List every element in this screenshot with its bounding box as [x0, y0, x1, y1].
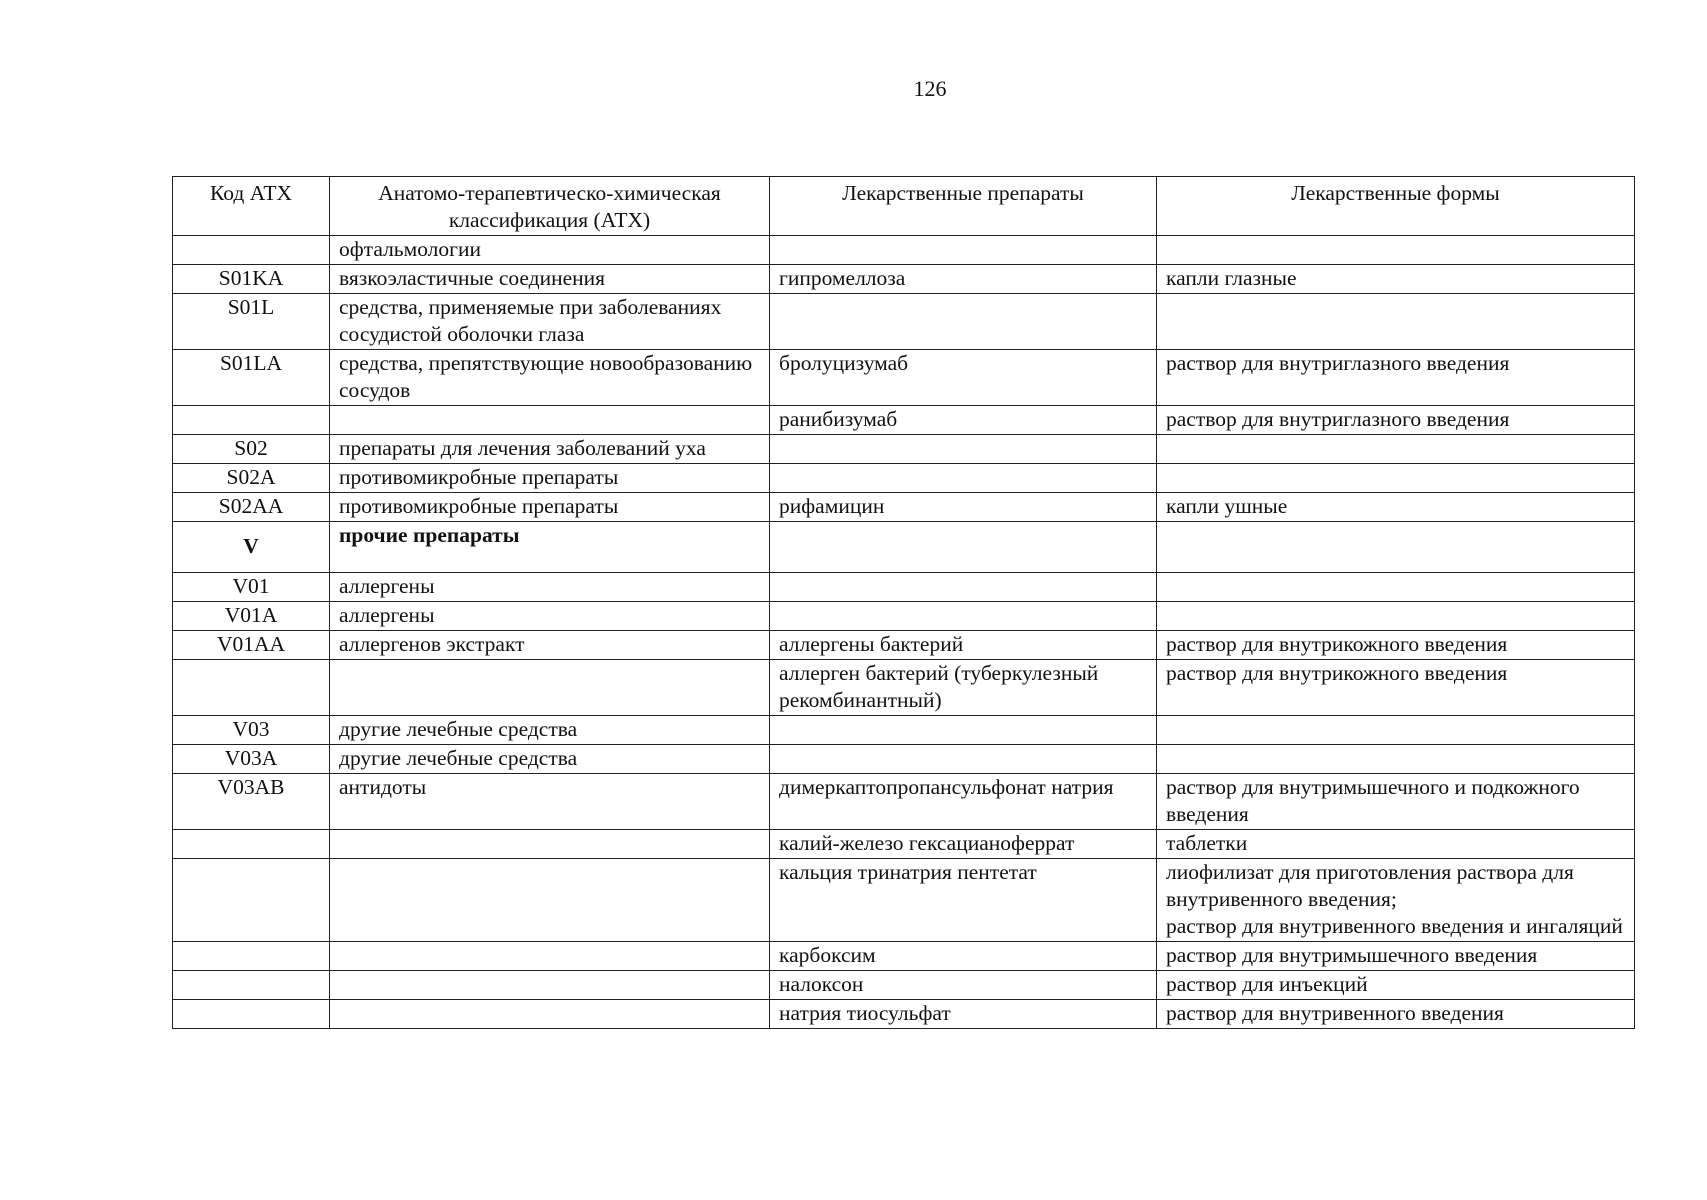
cell-atc [330, 971, 770, 1000]
cell-code: S01L [173, 294, 330, 350]
cell-atc: антидоты [330, 774, 770, 830]
cell-atc: противомикробные препараты [330, 464, 770, 493]
cell-code: V [173, 522, 330, 573]
cell-code [173, 971, 330, 1000]
table-row [173, 464, 1635, 493]
table-header-row [173, 177, 1635, 236]
cell-code [173, 236, 330, 265]
cell-atc: прочие препараты [330, 522, 770, 573]
cell-drug: кальция тринатрия пентетат [770, 859, 1157, 942]
cell-code: S02 [173, 435, 330, 464]
cell-atc: аллергены [330, 602, 770, 631]
cell-code: S01KA [173, 265, 330, 294]
cell-atc: противомикробные препараты [330, 493, 770, 522]
cell-atc: аллергены [330, 573, 770, 602]
cell-atc [330, 942, 770, 971]
table-row [173, 602, 1635, 631]
cell-drug: карбоксим [770, 942, 1157, 971]
cell-drug: натрия тиосульфат [770, 1000, 1157, 1029]
cell-code: S02AA [173, 493, 330, 522]
cell-form: таблетки [1157, 830, 1635, 859]
header-dosage-forms: Лекарственные формы [1157, 177, 1635, 236]
table-row [173, 745, 1635, 774]
table-row [173, 631, 1635, 660]
cell-code [173, 406, 330, 435]
cell-form: раствор для внутриглазного введения [1157, 406, 1635, 435]
table-row [173, 942, 1635, 971]
cell-form [1157, 745, 1635, 774]
cell-atc: средства, препятствующие новообразованию сосудов [330, 350, 770, 406]
cell-drug [770, 522, 1157, 573]
header-atc-classification: Анатомо-терапевтическо-химическая классификация (АТХ) [330, 177, 770, 236]
cell-drug [770, 294, 1157, 350]
cell-atc: средства, применяемые при заболеваниях сосудистой оболочки глаза [330, 294, 770, 350]
table-row [173, 971, 1635, 1000]
cell-form: раствор для внутриглазного введения [1157, 350, 1635, 406]
table-row [173, 716, 1635, 745]
cell-atc: другие лечебные средства [330, 716, 770, 745]
cell-form [1157, 435, 1635, 464]
cell-code: V01AA [173, 631, 330, 660]
table-row [173, 265, 1635, 294]
table-row [173, 830, 1635, 859]
cell-atc [330, 859, 770, 942]
cell-drug: димеркаптопропансульфонат натрия [770, 774, 1157, 830]
table-row [173, 350, 1635, 406]
cell-drug: рифамицин [770, 493, 1157, 522]
table-row-group-heading [173, 522, 1635, 573]
cell-atc: аллергенов экстракт [330, 631, 770, 660]
cell-drug: аллерген бактерий (туберкулезный рекомбинантный) [770, 660, 1157, 716]
cell-code: V01A [173, 602, 330, 631]
cell-atc [330, 830, 770, 859]
page-number: 126 [913, 76, 947, 101]
table-row [173, 406, 1635, 435]
cell-atc: препараты для лечения заболеваний уха [330, 435, 770, 464]
cell-form: лиофилизат для приготовления раствора для внутривенного введения; раствор для внутривенного введения и ингаляций [1157, 859, 1635, 942]
cell-atc [330, 660, 770, 716]
cell-code [173, 859, 330, 942]
cell-code: V03A [173, 745, 330, 774]
cell-drug [770, 573, 1157, 602]
table-row [173, 435, 1635, 464]
cell-atc: офтальмологии [330, 236, 770, 265]
cell-code: S01LA [173, 350, 330, 406]
cell-form [1157, 573, 1635, 602]
cell-atc: вязкоэластичные соединения [330, 265, 770, 294]
cell-form: раствор для внутрикожного введения [1157, 660, 1635, 716]
cell-code: S02A [173, 464, 330, 493]
cell-form: раствор для внутривенного введения [1157, 1000, 1635, 1029]
atc-table [172, 176, 1635, 1029]
cell-drug [770, 745, 1157, 774]
cell-code [173, 660, 330, 716]
table-row [173, 294, 1635, 350]
cell-form [1157, 294, 1635, 350]
cell-drug [770, 236, 1157, 265]
cell-form [1157, 236, 1635, 265]
cell-drug: ранибизумаб [770, 406, 1157, 435]
header-atc-code: Код АТХ [173, 177, 330, 236]
cell-drug [770, 435, 1157, 464]
cell-atc [330, 1000, 770, 1029]
cell-form: раствор для внутримышечного и подкожного введения [1157, 774, 1635, 830]
cell-form: капли ушные [1157, 493, 1635, 522]
cell-form [1157, 602, 1635, 631]
cell-drug: налоксон [770, 971, 1157, 1000]
cell-drug: аллергены бактерий [770, 631, 1157, 660]
cell-code: V03AB [173, 774, 330, 830]
table-row [173, 493, 1635, 522]
cell-code [173, 830, 330, 859]
cell-form: раствор для внутрикожного введения [1157, 631, 1635, 660]
cell-drug [770, 464, 1157, 493]
cell-form: капли глазные [1157, 265, 1635, 294]
cell-form: раствор для инъекций [1157, 971, 1635, 1000]
cell-drug: калий-железо гексацианоферрат [770, 830, 1157, 859]
cell-form [1157, 464, 1635, 493]
table-row [173, 1000, 1635, 1029]
table-row [173, 774, 1635, 830]
table-row [173, 236, 1635, 265]
table-row [173, 573, 1635, 602]
cell-atc: другие лечебные средства [330, 745, 770, 774]
cell-form [1157, 716, 1635, 745]
header-drugs: Лекарственные препараты [770, 177, 1157, 236]
cell-code [173, 942, 330, 971]
cell-code: V01 [173, 573, 330, 602]
cell-code: V03 [173, 716, 330, 745]
cell-drug: гипромеллоза [770, 265, 1157, 294]
cell-code [173, 1000, 330, 1029]
cell-drug [770, 602, 1157, 631]
cell-form: раствор для внутримышечного введения [1157, 942, 1635, 971]
cell-drug: бролуцизумаб [770, 350, 1157, 406]
cell-atc [330, 406, 770, 435]
table-row [173, 859, 1635, 942]
cell-drug [770, 716, 1157, 745]
cell-form [1157, 522, 1635, 573]
table-row [173, 660, 1635, 716]
